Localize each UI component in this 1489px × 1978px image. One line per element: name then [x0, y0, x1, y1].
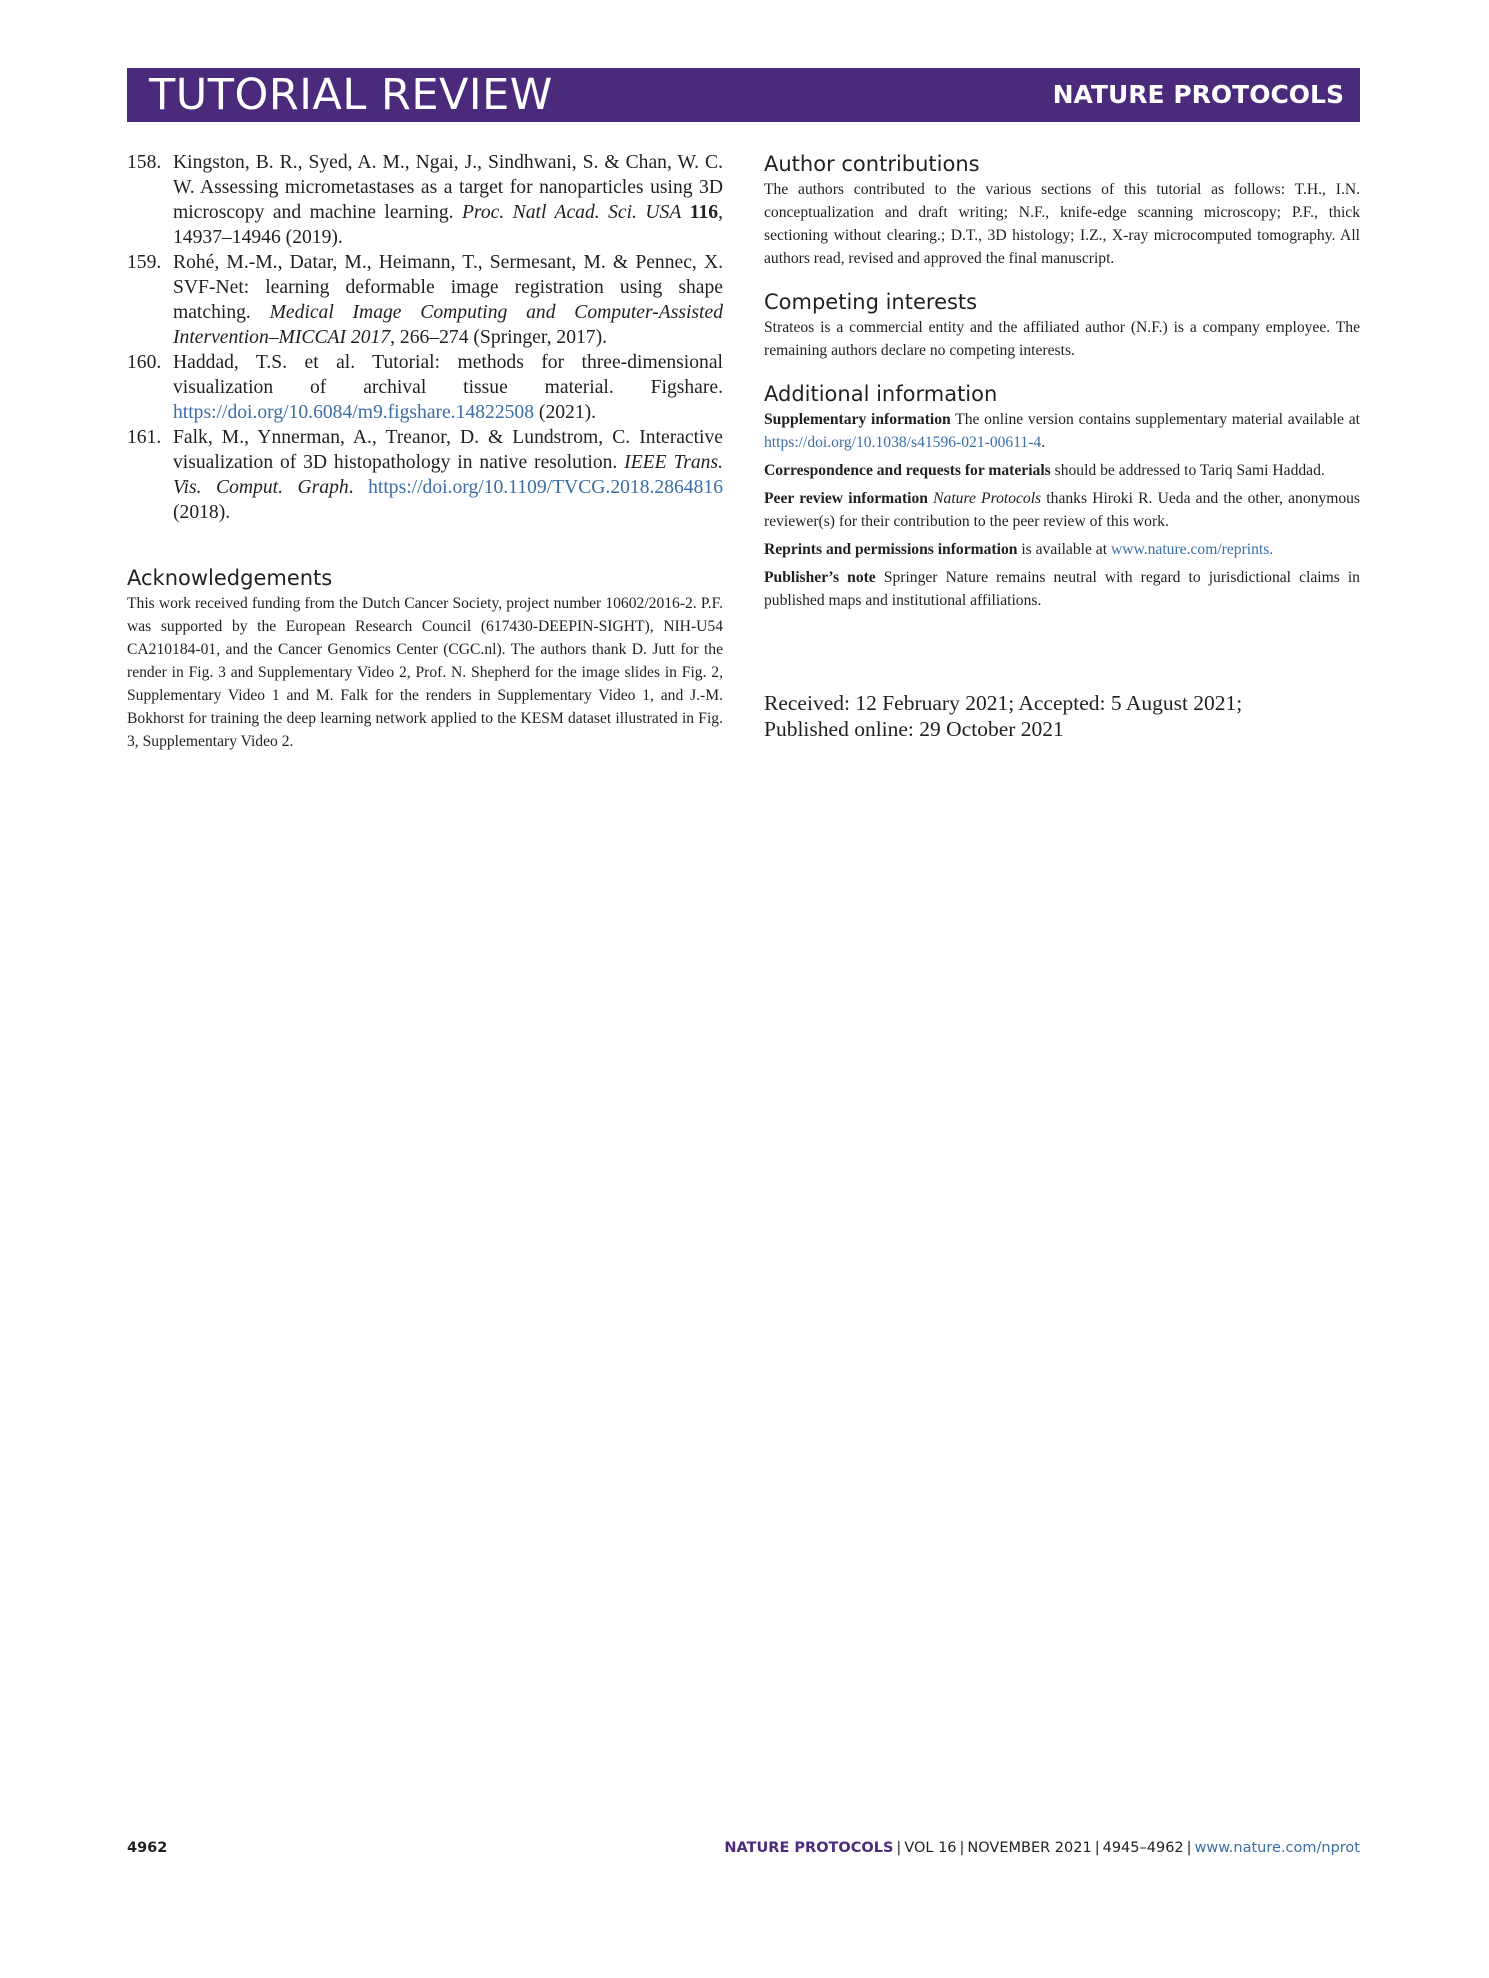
reference-text: Rohé, M.-M., Datar, M., Heimann, T., Sermesant, M. & Pennec, X. SVF-Net: learning deformable image registration using shape matching.	[173, 252, 723, 323]
right-column	[764, 150, 1360, 630]
section-title: TUTORIAL REVIEW	[149, 70, 553, 120]
page-number: 4962	[127, 1840, 168, 1856]
reference-link[interactable]: https://doi.org/10.6084/m9.figshare.14822508	[173, 402, 535, 423]
supplementary-end: .	[1041, 434, 1046, 451]
reference-link[interactable]: https://doi.org/10.1109/TVCG.2018.2864816	[368, 477, 723, 498]
reference-text: Haddad, T.S. et al. Tutorial: methods for three-dimensional visualization of archival tissue material. Figshare.	[173, 352, 723, 398]
correspondence-text: should be addressed to Tariq Sami Haddad.	[1050, 462, 1325, 479]
footer-separator: |	[1094, 1840, 1100, 1856]
author-contributions-section	[764, 150, 1360, 270]
reference-text: Kingston, B. R., Syed, A. M., Ngai, J., Sindhwani, S. & Chan, W. C. W. Assessing micrometastases as a target for nanoparticles using 3D microscopy and machine learning.	[173, 152, 723, 223]
reference-item	[127, 250, 723, 350]
footer-separator: |	[896, 1840, 902, 1856]
reference-text-end: , 266–274 (Springer, 2017).	[390, 327, 608, 348]
publishers-note-label: Publisher’s note	[764, 569, 876, 586]
supplementary-link[interactable]: https://doi.org/10.1038/s41596-021-00611-4	[764, 434, 1042, 451]
reference-separator: .	[348, 477, 369, 498]
reference-text-end: , 14937–14946 (2019).	[173, 202, 723, 248]
competing-interests-heading: Competing interests	[764, 290, 978, 314]
author-contributions-heading: Author contributions	[764, 152, 980, 176]
reference-number: 160.	[127, 352, 162, 373]
peer-review-information	[764, 487, 1360, 533]
additional-information-section	[764, 380, 1360, 612]
footer-pages: 4945–4962	[1102, 1840, 1184, 1856]
footer-url[interactable]: www.nature.com/nprot	[1194, 1840, 1360, 1856]
footer-separator: |	[1186, 1840, 1192, 1856]
reprints-text: is available at	[1017, 541, 1111, 558]
reference-list	[127, 150, 723, 525]
footer-date: NOVEMBER 2021	[967, 1840, 1092, 1856]
reference-number: 161.	[127, 427, 162, 448]
publishers-note	[764, 566, 1360, 612]
reference-volume: 116	[689, 202, 719, 223]
reference-text-end: (2021).	[534, 402, 597, 423]
reprints-link[interactable]: www.nature.com/reprints.	[1110, 541, 1274, 558]
correspondence-label: Correspondence and requests for materials	[764, 462, 1051, 479]
reference-item	[127, 150, 723, 250]
peer-review-journal: Nature Protocols	[933, 490, 1042, 507]
reference-number: 158.	[127, 152, 162, 173]
reference-journal: Medical Image Computing and Computer-Assisted Intervention–MICCAI 2017	[173, 302, 723, 348]
acknowledgements-section	[127, 564, 723, 753]
journal-title: NATURE PROTOCOLS	[1052, 80, 1344, 109]
footer-citation	[724, 1840, 1360, 1856]
footer-journal: NATURE PROTOCOLS	[724, 1840, 894, 1856]
page-footer	[127, 1840, 1360, 1862]
reference-text: Falk, M., Ynnerman, A., Treanor, D. & Lundstrom, C. Interactive visualization of 3D histopathology in native resolution.	[173, 427, 723, 473]
footer-separator: |	[959, 1840, 965, 1856]
supplementary-text: The online version contains supplementary material available at	[950, 411, 1360, 428]
peer-review-label: Peer review information	[764, 490, 928, 507]
publication-dates	[764, 690, 1360, 742]
acknowledgements-text: This work received funding from the Dutch Cancer Society, project number 10602/2016-2. P.F. was supported by the European Research Council (617430-DEEPIN-SIGHT), NIH-U54 CA210184-01, and the Cancer Genomics Center (CGC.nl). The authors thank D. Jutt for the render in Fig. 3 and Supplementary Video 2, Prof. N. Shepherd for the image slides in Fig. 2, Supplementary Video 1 and M. Falk for the renders in Supplementary Video 1, and J.-M. Bokhorst for training the deep learning network applied to the KESM dataset illustrated in Fig. 3, Supplementary Video 2.	[127, 595, 723, 750]
peer-review-text: thanks Hiroki R. Ueda and the other, anonymous reviewer(s) for their contribution to the peer review of this work.	[764, 490, 1360, 530]
supplementary-information	[764, 408, 1360, 454]
acknowledgements-heading: Acknowledgements	[127, 566, 333, 590]
reference-item	[127, 425, 723, 525]
reprints-label: Reprints and permissions information	[764, 541, 1018, 558]
reprints-information	[764, 538, 1360, 561]
competing-interests-section	[764, 288, 1360, 362]
supplementary-label: Supplementary information	[764, 411, 951, 428]
published-online-date: Published online: 29 October 2021	[764, 717, 1064, 741]
author-contributions-text: The authors contributed to the various sections of this tutorial as follows: T.H., I.N. conceptualization and draft writing; N.F., knife-edge scanning microscopy; P.F., thick sectioning without clearing.; D.T., 3D histology; I.Z., X-ray microcomputed tomography. All authors read, revised and approved the final manuscript.	[764, 181, 1360, 267]
footer-volume: VOL 16	[904, 1840, 957, 1856]
reference-text-end: (2018).	[173, 502, 231, 523]
received-accepted-dates: Received: 12 February 2021; Accepted: 5 August 2021;	[764, 691, 1243, 715]
reference-journal: IEEE Trans. Vis. Comput. Graph	[173, 452, 724, 498]
additional-information-heading: Additional information	[764, 382, 998, 406]
publishers-note-text: Springer Nature remains neutral with regard to jurisdictional claims in published maps and institutional affiliations.	[764, 569, 1360, 609]
reference-number: 159.	[127, 252, 162, 273]
correspondence-information	[764, 459, 1360, 482]
reference-journal: Proc. Natl Acad. Sci. USA	[461, 202, 682, 223]
header-bar	[127, 68, 1360, 122]
reference-item	[127, 350, 723, 425]
competing-interests-text: Strateos is a commercial entity and the affiliated author (N.F.) is a company employee. The remaining authors declare no competing interests.	[764, 319, 1360, 359]
